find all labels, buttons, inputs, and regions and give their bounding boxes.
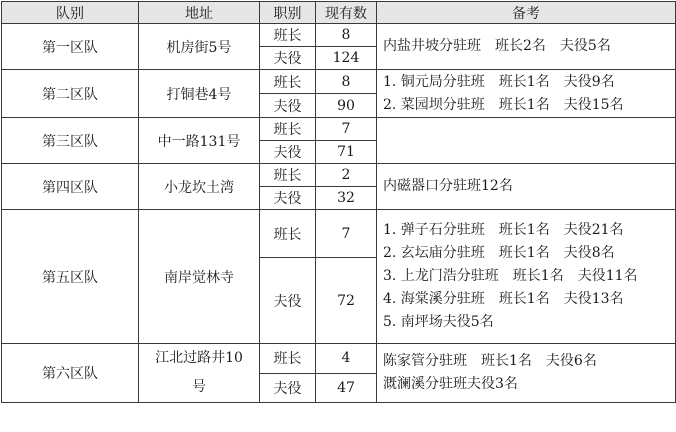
address-cell: 打铜巷4号 <box>139 70 260 118</box>
remark-line: 陈家管分驻班 班长1名 夫役6名 <box>383 353 597 369</box>
post-cell: 班长 <box>260 24 316 47</box>
remark-line: 溉澜溪分驻班夫役3名 <box>383 376 518 392</box>
team-cell: 第一区队 <box>2 24 139 70</box>
remarks-cell <box>377 164 676 210</box>
remark-line: 4. 海棠溪分驻班 班长1名 夫役13名 <box>383 291 624 307</box>
address-line: 江北过路井10 <box>155 350 243 366</box>
table-row <box>2 344 676 374</box>
remark-line: 1. 铜元局分驻班 班长1名 夫役9名 <box>383 73 615 90</box>
team-cell: 第五区队 <box>2 210 139 344</box>
remark-line: 5. 南坪场夫役5名 <box>383 314 494 330</box>
address-cell: 南岸觉林寺 <box>139 210 260 344</box>
remarks-cell <box>377 70 676 118</box>
address-cell: 小龙坎土湾 <box>139 164 260 210</box>
post-cell: 班长 <box>260 344 316 374</box>
team-cell: 第三区队 <box>2 118 139 164</box>
header-address: 地址 <box>139 2 260 24</box>
header-team: 队别 <box>2 2 139 24</box>
post-cell: 夫役 <box>260 187 316 210</box>
table-row <box>2 24 676 47</box>
team-cell: 第四区队 <box>2 164 139 210</box>
post-cell: 班长 <box>260 118 316 141</box>
header-count: 现有数 <box>316 2 377 24</box>
count-cell: 47 <box>316 373 377 403</box>
post-cell: 夫役 <box>260 373 316 403</box>
address-cell: 中一路131号 <box>139 118 260 164</box>
remark-line: 3. 上龙门浩分驻班 班长1名 夫役11名 <box>383 268 638 284</box>
count-cell: 90 <box>316 94 377 118</box>
remarks-cell <box>377 118 676 164</box>
team-cell: 第六区队 <box>2 344 139 403</box>
post-cell: 夫役 <box>260 258 316 344</box>
count-cell: 2 <box>316 164 377 187</box>
count-cell: 124 <box>316 47 377 70</box>
table-row <box>2 210 676 258</box>
remark-line: 2. 菜园坝分驻班 班长1名 夫役15名 <box>383 96 624 113</box>
count-cell: 32 <box>316 187 377 210</box>
post-cell: 夫役 <box>260 94 316 118</box>
remark-line: 内盐井坡分驻班 班长2名 夫役5名 <box>383 38 611 54</box>
header-row <box>2 2 676 24</box>
count-cell: 7 <box>316 118 377 141</box>
remarks-cell <box>377 344 676 403</box>
address-cell <box>139 344 260 403</box>
table-row <box>2 118 676 141</box>
remark-line: 内磁器口分驻班12名 <box>383 178 513 194</box>
remarks-cell <box>377 24 676 70</box>
table-row <box>2 70 676 94</box>
count-cell: 8 <box>316 70 377 94</box>
post-cell: 班长 <box>260 164 316 187</box>
remarks-cell <box>377 210 676 344</box>
count-cell: 4 <box>316 344 377 374</box>
troop-table <box>1 1 676 403</box>
post-cell: 班长 <box>260 70 316 94</box>
post-cell: 夫役 <box>260 47 316 70</box>
table-row <box>2 164 676 187</box>
address-line: 号 <box>192 379 206 395</box>
team-cell: 第二区队 <box>2 70 139 118</box>
count-cell: 8 <box>316 24 377 47</box>
count-cell: 72 <box>316 258 377 344</box>
count-cell: 7 <box>316 210 377 258</box>
remark-line: 2. 玄坛庙分驻班 班长1名 夫役8名 <box>383 245 615 261</box>
header-post: 职别 <box>260 2 316 24</box>
address-cell: 机房街5号 <box>139 24 260 70</box>
post-cell: 班长 <box>260 210 316 258</box>
count-cell: 71 <box>316 141 377 164</box>
header-remarks: 备考 <box>377 2 676 24</box>
post-cell: 夫役 <box>260 141 316 164</box>
remark-line: 1. 弹子石分驻班 班长1名 夫役21名 <box>383 222 624 238</box>
